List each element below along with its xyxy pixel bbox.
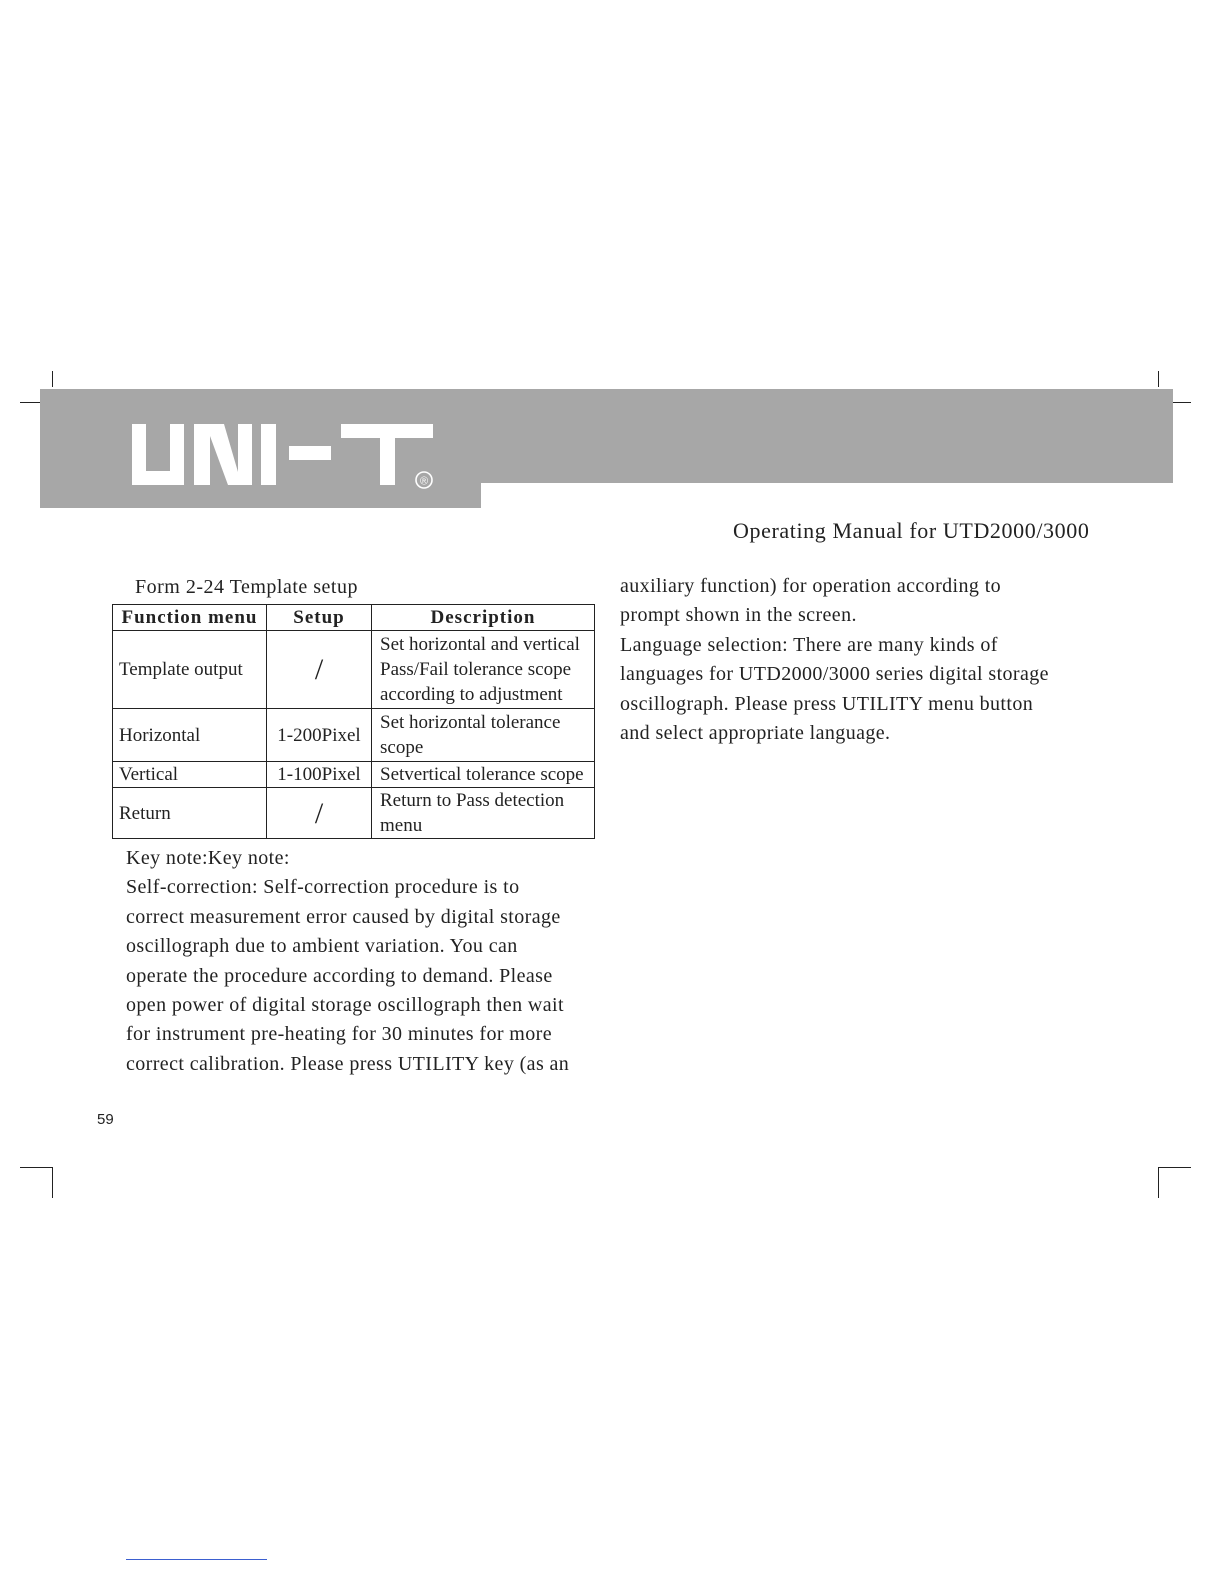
cell-description [372, 762, 595, 788]
cell-description [372, 631, 595, 709]
cell-function: Vertical [113, 762, 267, 788]
description-line: Pass/Fail tolerance scope [380, 659, 572, 680]
description-line: scope [380, 737, 424, 758]
description-line: according to adjustment [380, 684, 563, 705]
cell-setup: / [267, 631, 372, 709]
text-line: prompt shown in the screen. [620, 604, 857, 627]
crop-mark [1158, 1167, 1191, 1168]
manual-title: Operating Manual for UTD2000/3000 [733, 518, 1090, 543]
table-row [113, 709, 595, 762]
table-caption: Form 2-24 Template setup [135, 576, 358, 598]
crop-mark [52, 1167, 53, 1198]
text-line: languages for UTD2000/3000 series digital storage [620, 663, 1049, 686]
crop-mark [52, 371, 53, 387]
description-line: Return to Pass detection [380, 790, 565, 811]
cell-function: Template output [113, 631, 267, 709]
table-row [113, 631, 595, 709]
column-header-description: Description [372, 605, 595, 631]
cell-setup: 1-200Pixel [267, 709, 372, 762]
text-line: Self-correction: Self-correction procedure is to [126, 876, 520, 899]
column-header-setup: Setup [267, 605, 372, 631]
description-line: menu [380, 815, 423, 836]
table-row [113, 762, 595, 788]
table-header-row [113, 605, 595, 631]
text-line: open power of digital storage oscillograph then wait [126, 994, 564, 1017]
footer-rule [126, 1559, 267, 1560]
left-body-text [126, 844, 606, 1079]
text-line: for instrument pre-heating for 30 minutes for more [126, 1023, 552, 1046]
right-body-text [620, 572, 1100, 748]
cell-description [372, 709, 595, 762]
crop-mark [20, 1167, 53, 1168]
crop-mark [1173, 402, 1191, 403]
cell-description [372, 788, 595, 839]
svg-text:®: ® [419, 475, 429, 488]
description-line: Set horizontal tolerance [380, 712, 561, 733]
description-line: Setvertical tolerance scope [380, 764, 584, 785]
cell-function: Horizontal [113, 709, 267, 762]
column-header-function-menu: Function menu [113, 605, 267, 631]
svg-text:UNI-T: UNI-T [128, 424, 131, 425]
crop-mark [1158, 1167, 1159, 1198]
page-number: 59 [97, 1111, 114, 1128]
text-line: oscillograph due to ambient variation. You can [126, 935, 518, 958]
text-line: correct calibration. Please press UTILITY key (as an [126, 1052, 570, 1075]
template-setup-table [112, 604, 595, 839]
uni-t-logo [128, 424, 440, 490]
text-line: Key note:Key note: [126, 847, 290, 869]
text-line: oscillograph. Please press UTILITY menu button [620, 692, 1034, 715]
registered-mark [416, 472, 432, 488]
text-line: Language selection: There are many kinds of [620, 633, 998, 656]
crop-mark [20, 402, 40, 403]
cell-setup: / [267, 788, 372, 839]
text-line: operate the procedure according to demand. Please [126, 964, 553, 987]
cell-function: Return [113, 788, 267, 839]
crop-mark [1158, 371, 1159, 387]
text-line: and select appropriate language. [620, 722, 891, 745]
cell-setup: 1-100Pixel [267, 762, 372, 788]
table-row [113, 788, 595, 839]
text-line: auxiliary function) for operation according to [620, 575, 1002, 597]
text-line: correct measurement error caused by digital storage [126, 905, 561, 928]
description-line: Set horizontal and vertical [380, 634, 580, 655]
